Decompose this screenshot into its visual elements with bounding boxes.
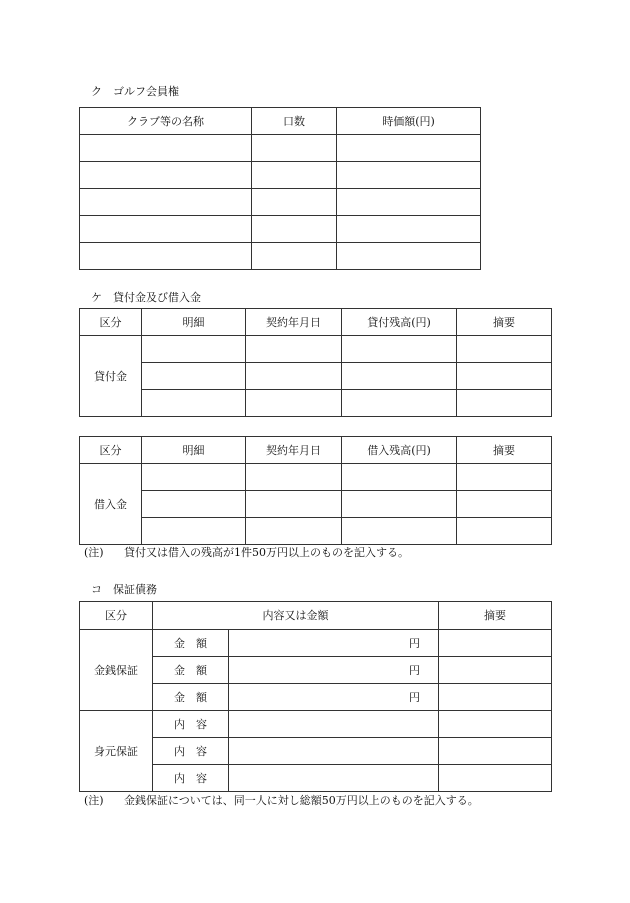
club-name-cell [80,135,252,162]
amount-cell [229,630,439,657]
market-value-cell [337,243,481,270]
table-header-row [80,309,552,336]
balance-cell [342,518,457,545]
header-category: 区分 [80,602,153,630]
row-label-amount: 金 額 [153,684,229,711]
yen-unit: 円 [409,636,420,650]
row-label-amount: 金 額 [153,657,229,684]
contract-date-cell [246,390,342,417]
table-row [80,518,552,545]
remarks-cell [457,363,552,390]
loans-payable-table [79,436,552,545]
remarks-cell [439,765,552,792]
section-title-guarantees [91,583,157,597]
contract-date-cell [246,518,342,545]
market-value-cell [337,189,481,216]
units-cell [252,135,337,162]
header-market-value: 時価額(円) [337,108,481,135]
details-cell [142,363,246,390]
note-label: (注) [84,546,104,559]
units-cell [252,162,337,189]
row-label-content: 内 容 [153,738,229,765]
remarks-cell [457,464,552,491]
header-balance: 借入残高(円) [342,437,457,464]
loans-note [84,546,409,560]
market-value-cell [337,135,481,162]
section-title-loans [91,291,201,305]
note-text: 貸付又は借入の残高が1件50万円以上のものを記入する。 [124,546,409,559]
contract-date-cell [246,491,342,518]
balance-cell [342,363,457,390]
header-details: 明細 [142,309,246,336]
remarks-cell [457,336,552,363]
content-cell [229,765,439,792]
header-club-name: クラブ等の名称 [80,108,252,135]
amount-cell [229,684,439,711]
table-row [80,630,552,657]
content-cell [229,711,439,738]
note-text: 金銭保証については、同一人に対し総額50万円以上のものを記入する。 [124,794,479,807]
table-row [80,464,552,491]
table-row [80,135,481,162]
contract-date-cell [246,464,342,491]
balance-cell [342,336,457,363]
section-marker: コ [91,583,102,596]
row-label-content: 内 容 [153,765,229,792]
yen-unit: 円 [409,690,420,704]
header-remarks: 摘要 [457,437,552,464]
loans-receivable-table [79,308,552,417]
remarks-cell [439,657,552,684]
details-cell [142,518,246,545]
club-name-cell [80,189,252,216]
remarks-cell [457,390,552,417]
table-header-row [80,108,481,135]
amount-cell [229,657,439,684]
table-row [80,162,481,189]
row-label-content: 内 容 [153,711,229,738]
details-cell [142,491,246,518]
header-category: 区分 [80,437,142,464]
details-cell [142,464,246,491]
details-cell [142,336,246,363]
units-cell [252,189,337,216]
table-row [80,711,552,738]
note-label: (注) [84,794,104,807]
table-row [80,363,552,390]
header-category: 区分 [80,309,142,336]
header-units: 口数 [252,108,337,135]
remarks-cell [457,518,552,545]
table-row [80,216,481,243]
club-name-cell [80,243,252,270]
table-row [80,243,481,270]
header-content-or-amount: 内容又は金額 [153,602,439,630]
contract-date-cell [246,363,342,390]
header-remarks: 摘要 [439,602,552,630]
club-name-cell [80,162,252,189]
market-value-cell [337,216,481,243]
category-loans-receivable: 貸付金 [80,336,142,417]
club-name-cell [80,216,252,243]
details-cell [142,390,246,417]
category-loans-payable: 借入金 [80,464,142,545]
remarks-cell [457,491,552,518]
units-cell [252,243,337,270]
balance-cell [342,491,457,518]
golf-membership-table [79,107,481,270]
row-label-amount: 金 額 [153,630,229,657]
header-balance: 貸付残高(円) [342,309,457,336]
header-contract-date: 契約年月日 [246,309,342,336]
guarantees-note [84,794,479,808]
table-header-row [80,437,552,464]
category-personal-guarantee: 身元保証 [80,711,153,792]
section-title-text: 貸付金及び借入金 [113,291,201,304]
table-row [80,491,552,518]
remarks-cell [439,630,552,657]
units-cell [252,216,337,243]
balance-cell [342,390,457,417]
remarks-cell [439,711,552,738]
yen-unit: 円 [409,663,420,677]
table-header-row [80,602,552,630]
content-cell [229,738,439,765]
category-monetary-guarantee: 金銭保証 [80,630,153,711]
header-contract-date: 契約年月日 [246,437,342,464]
table-row [80,189,481,216]
contract-date-cell [246,336,342,363]
table-row [80,336,552,363]
header-details: 明細 [142,437,246,464]
section-title-text: ゴルフ会員権 [113,85,179,98]
remarks-cell [439,684,552,711]
section-title-golf-membership [91,85,179,99]
table-row [80,390,552,417]
section-title-text: 保証債務 [113,583,157,596]
header-remarks: 摘要 [457,309,552,336]
section-marker: ケ [91,291,102,304]
market-value-cell [337,162,481,189]
guarantees-table [79,601,552,792]
remarks-cell [439,738,552,765]
section-marker: ク [91,85,102,98]
balance-cell [342,464,457,491]
